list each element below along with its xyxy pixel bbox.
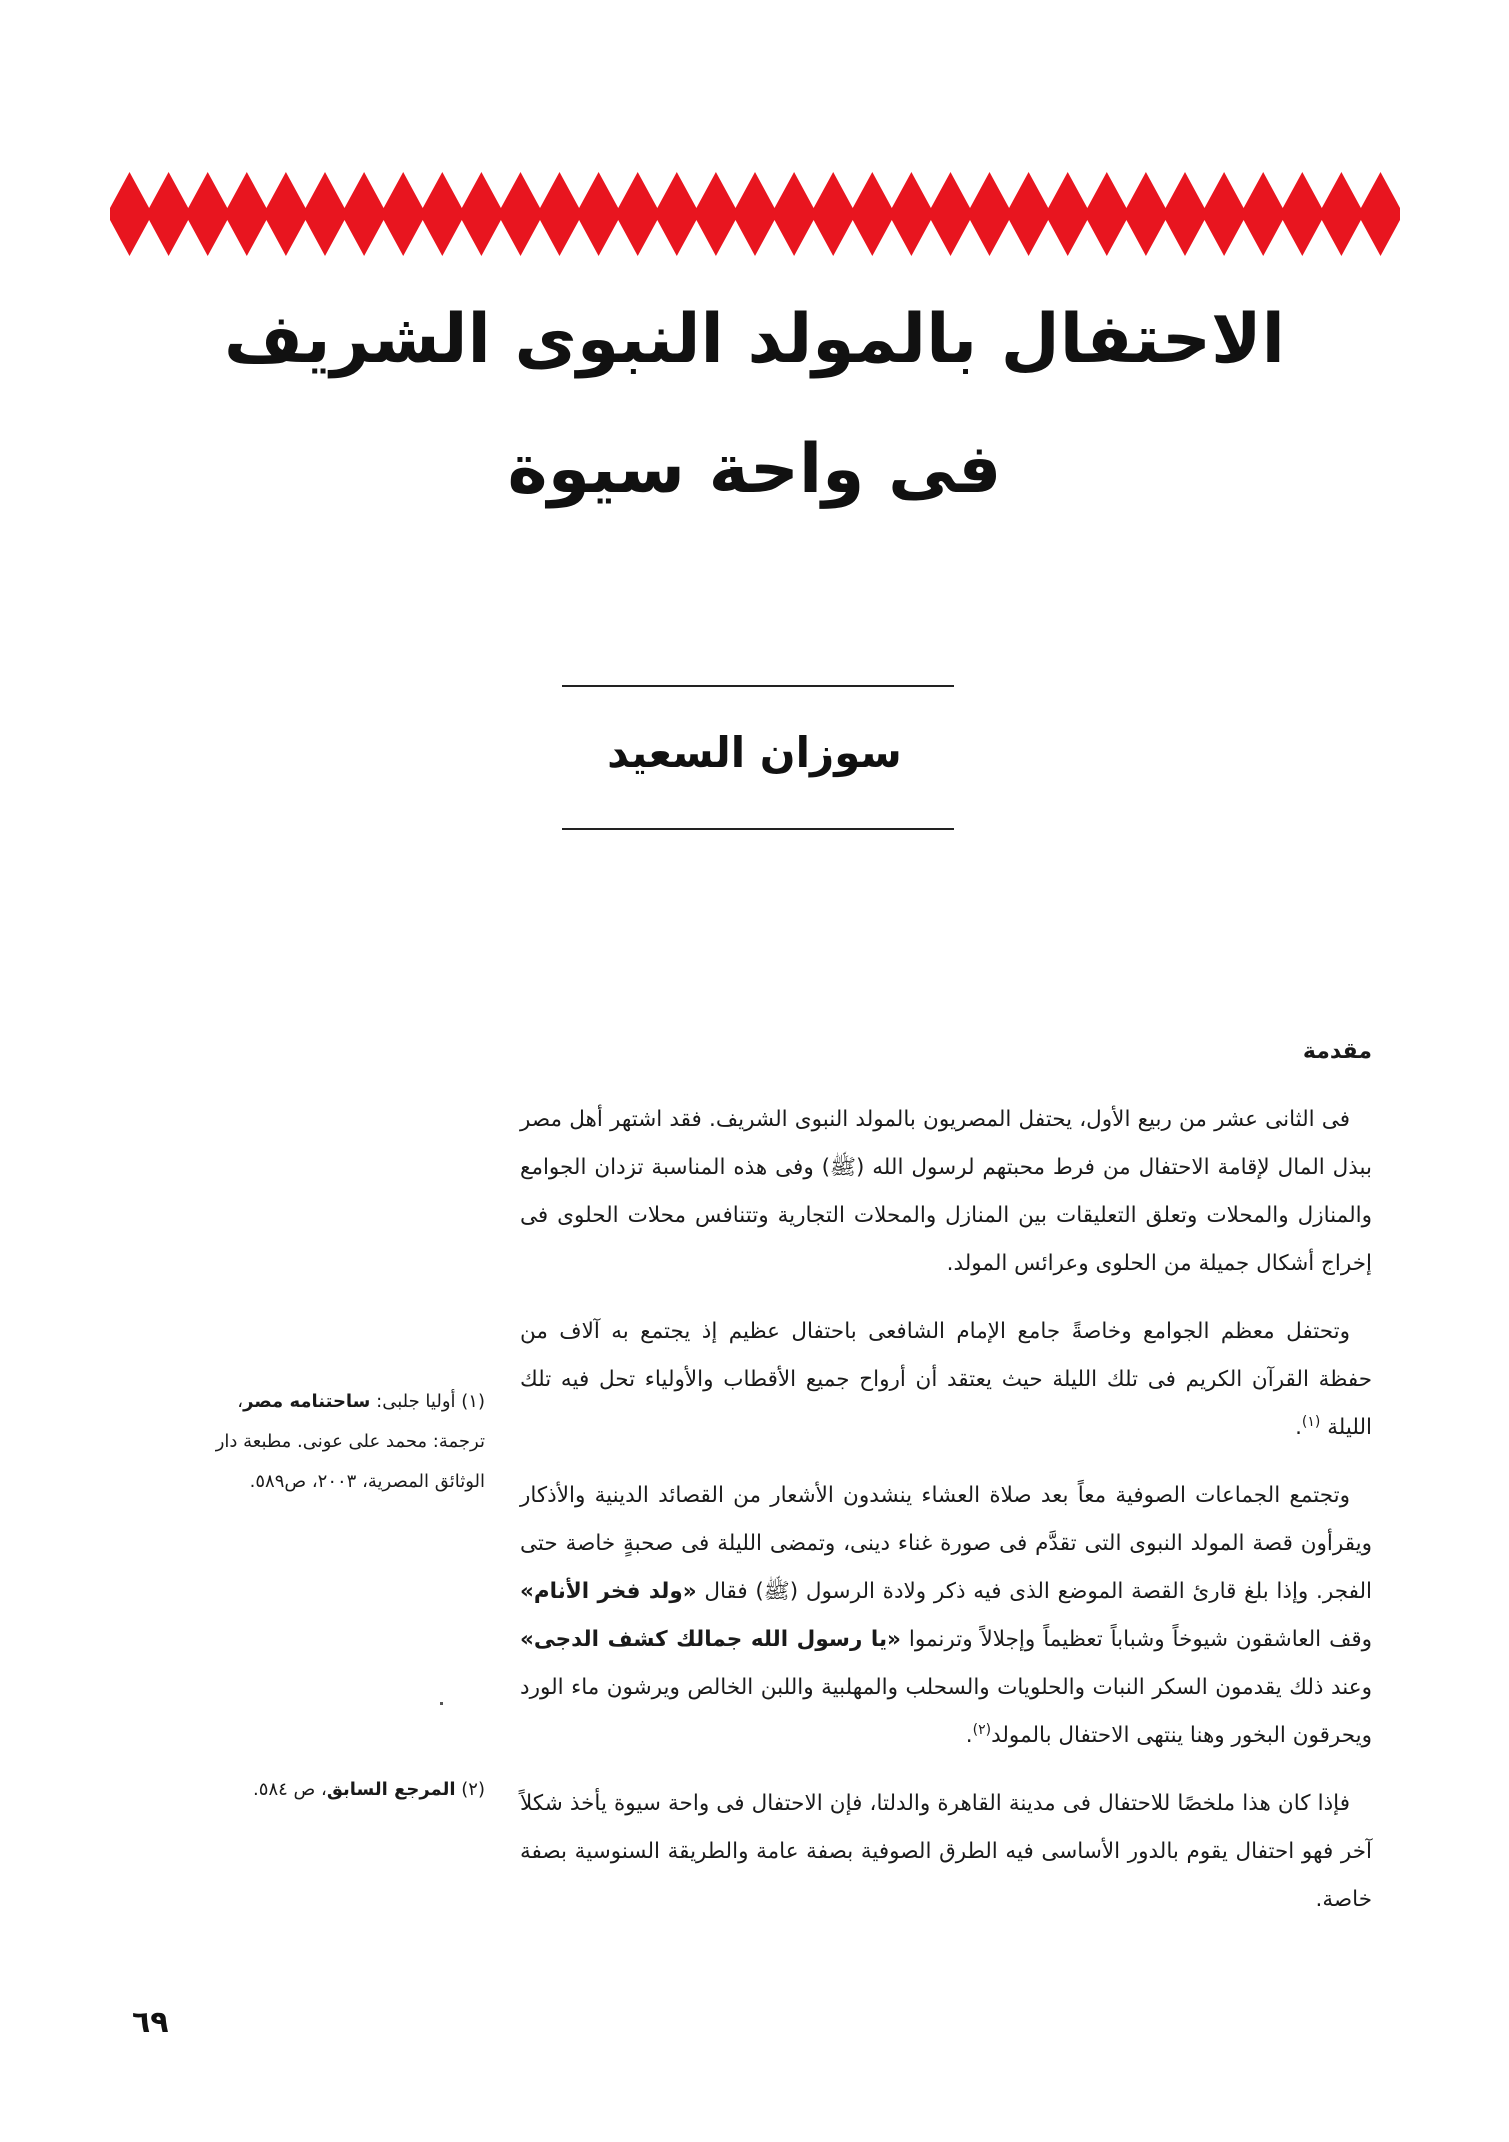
footnote-1-number: (١) xyxy=(461,1391,485,1412)
paragraph-3-quote-1: «ولد فخر الأنام» xyxy=(520,1579,697,1604)
footnote-ref-2: (٢) xyxy=(972,1721,992,1738)
footnote-2-number: (٢) xyxy=(461,1779,485,1800)
paragraph-3-text-e: وعند ذلك يقدمون السكر النبات والحلويات والسحلب والمهلبية واللبن الخالص ويرشون ماء الورد ويحرقون البخور وهنا ينتهى الاحتفال بالمولد xyxy=(520,1675,1372,1748)
paragraph-4-text: فإذا كان هذا ملخصًا للاحتفال فى مدينة القاهرة والدلتا، فإن الاحتفال فى واحة سيوة يأخذ شكلاً آخر فهو احتفال يقوم بالدور الأساسى فيه الطرق الصوفية بصفة عامة والطريقة السنوسية بصفة خاصة. xyxy=(520,1791,1372,1912)
main-text-column xyxy=(520,1028,1372,1944)
paragraph-3-text-a: وتجتمع الجماعات الصوفية معاً بعد صلاة العشاء ينشدون الأشعار من القصائد الدينية والأذكار ويقرأون قصة المولد النبوى التى تقدَّم فى صورة غناء دينى، وتمضى الليلة فى صحبةٍ خاصة حتى الفجر. وإذا بلغ قارئ القصة الموضع الذى فيه ذكر ولادة الرسول (ﷺ) فقال xyxy=(520,1483,1372,1604)
author-name: سوزان السعيد xyxy=(607,728,902,777)
footnote-1-rest: ، ترجمة: محمد على عونى. مطبعة دار الوثائق المصرية، ٢٠٠٣، ص٥٨٩. xyxy=(215,1391,485,1492)
paragraph-2-text: وتحتفل معظم الجوامع وخاصةً جامع الإمام الشافعى باحتفال عظيم إذ يجتمع به آلاف من حفظة القرآن الكريم فى تلك الليلة حيث يعتقد أن أرواح جميع الأقطاب والأولياء تحل فيه تلك الليلة xyxy=(520,1319,1372,1440)
author-rule-top xyxy=(562,685,954,687)
paragraph-3 xyxy=(520,1472,1372,1760)
footnote-2-title: المرجع السابق xyxy=(326,1779,456,1800)
scan-mark xyxy=(440,1702,443,1705)
section-heading: مقدمة xyxy=(1302,1039,1372,1064)
paragraph-3-text-c: وقف العاشقون شيوخاً وشباباً تعظيماً وإجلالاً وترنموا xyxy=(908,1627,1372,1652)
paragraph-2 xyxy=(520,1308,1372,1452)
paragraph-3-end: . xyxy=(965,1723,973,1748)
footnote-ref-1: (١) xyxy=(1301,1413,1321,1430)
paragraph-3-quote-2: «يا رسول الله جمالك كشف الدجى» xyxy=(520,1627,901,1652)
page-number: ٦٩ xyxy=(132,2005,169,2040)
paragraph-1 xyxy=(520,1096,1372,1288)
decorative-zigzag-border xyxy=(110,168,1400,260)
footnote-1-author: أوليا جلبى: xyxy=(376,1391,456,1412)
title-line-2: فى واحة سيوة xyxy=(507,430,1002,509)
paragraph-4 xyxy=(520,1780,1372,1924)
footnote-2 xyxy=(205,1770,485,1810)
paragraph-2-end: . xyxy=(1295,1415,1302,1440)
title-line-1: الاحتفال بالمولد النبوى الشريف xyxy=(223,300,1285,379)
author-rule-bottom xyxy=(562,828,954,830)
footnote-1-title: ساحتنامه مصر xyxy=(243,1391,371,1412)
paragraph-1-text: فى الثانى عشر من ربيع الأول، يحتفل المصريون بالمولد النبوى الشريف. فقد اشتهر أهل مصر ببذل المال لإقامة الاحتفال من فرط محبتهم لرسول الله (ﷺ) وفى هذه المناسبة تزدان الجوامع والمنازل والمحلات وتعلق التعليقات بين المنازل والمحلات التجارية وتتنافس محلات الحلوى فى إخراج أشكال جميلة من الحلوى وعرائس المولد. xyxy=(520,1107,1372,1276)
footnote-1 xyxy=(205,1382,485,1502)
footnote-2-rest: ، ص ٥٨٤. xyxy=(253,1779,327,1800)
zigzag-band xyxy=(110,172,1400,256)
